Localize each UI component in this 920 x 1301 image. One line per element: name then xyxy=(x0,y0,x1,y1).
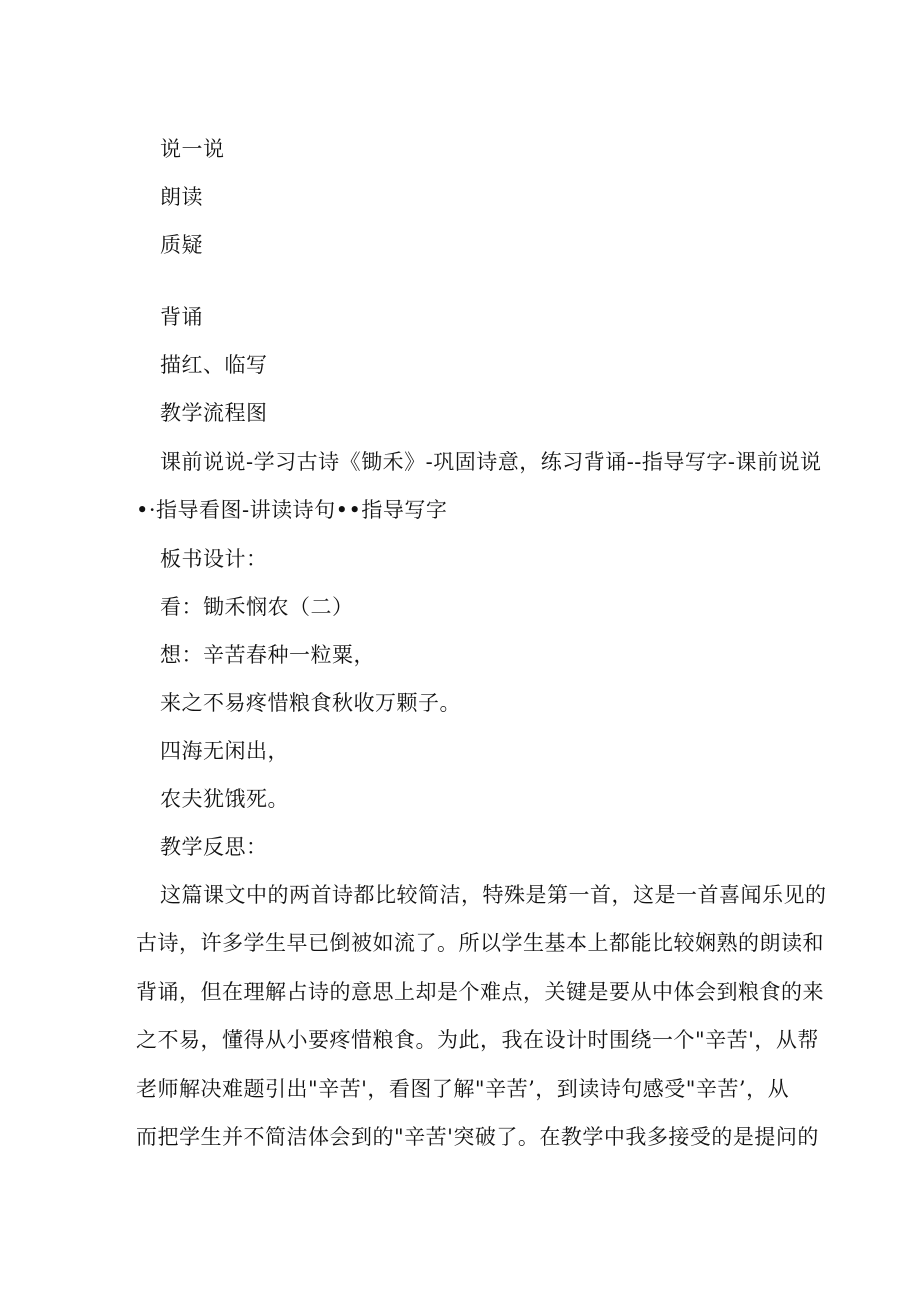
text-line-reflection-heading: 教学反思： xyxy=(160,835,268,859)
text-line-read-aloud: 朗读 xyxy=(160,185,203,209)
text-line-board-think: 想：辛苦春种一粒粟， xyxy=(160,643,375,667)
text-line-board-poem-3: 农夫犹饿死。 xyxy=(160,787,289,811)
text-line-question: 质疑 xyxy=(160,233,203,257)
text-line-speak: 说一说 xyxy=(160,137,225,161)
reflection-line: 古诗，许多学生早已倒被如流了。所以学生基本上都能比较娴熟的朗读和 xyxy=(136,931,824,955)
text-line-flowchart-2: •·指导看图-讲读诗句••指导写字 xyxy=(136,498,448,522)
text-line-board-design-heading: 板书设计： xyxy=(160,547,268,571)
reflection-line: 这篇课文中的两首诗都比较简洁，特殊是第一首，这是一首喜闻乐见的 xyxy=(160,883,827,907)
reflection-line: 老师解决难题引出"辛苦'，看图了解"辛苦’，到读诗句感受"辛苦’，从 xyxy=(136,1077,790,1101)
reflection-line: 之不易，懂得从小要疼惜粮食。为此，我在设计时围绕一个"辛苦'，从帮 xyxy=(136,1028,819,1052)
text-line-flowchart-1: 课前说说-学习古诗《锄禾》-巩固诗意，练习背诵--指导写字-课前说说 xyxy=(160,450,822,474)
text-line-trace-copy: 描红、临写 xyxy=(160,353,268,377)
reflection-line: 而把学生并不简洁体会到的"辛苦'突破了。在教学中我多接受的是提问的 xyxy=(136,1125,819,1149)
text-line-board-look: 看：锄禾悯农（二） xyxy=(160,595,354,619)
text-line-flowchart-heading: 教学流程图 xyxy=(160,401,268,425)
text-line-recite: 背诵 xyxy=(160,305,203,329)
reflection-line: 背诵，但在理解占诗的意思上却是个难点，关键是要从中体会到粮食的来 xyxy=(136,980,824,1004)
text-line-board-poem-2: 四海无闲出， xyxy=(160,739,289,763)
text-line-board-poem-1: 来之不易疼惜粮食秋收万颗子。 xyxy=(160,691,461,715)
